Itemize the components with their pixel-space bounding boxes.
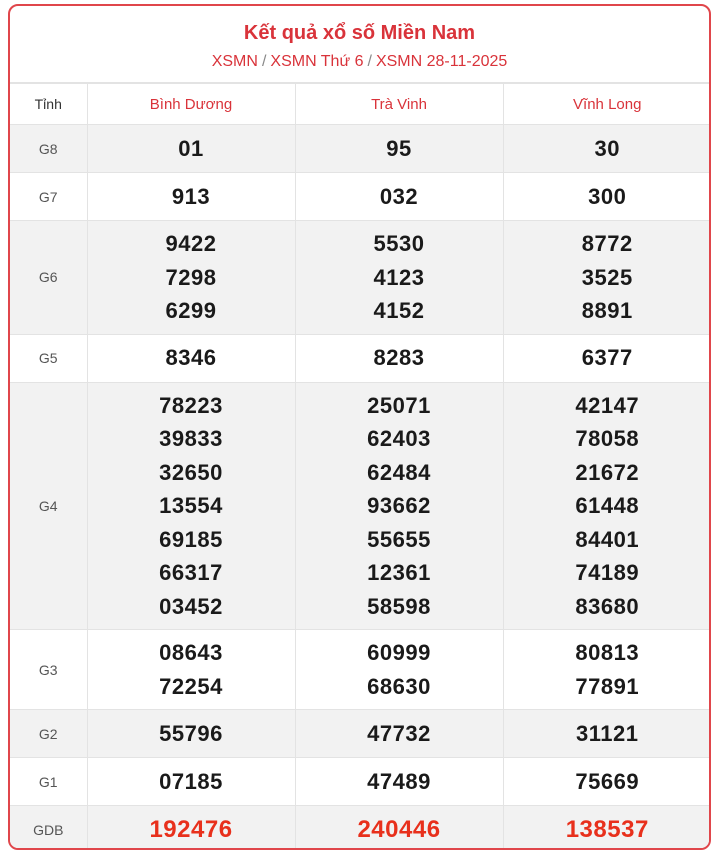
- prize-cell: [87, 221, 295, 335]
- prize-number: 8283: [373, 345, 425, 371]
- prize-number: 5530: [373, 231, 425, 256]
- prize-cell: [295, 334, 503, 382]
- prize-number: 80813: [575, 640, 640, 665]
- prize-number: 95: [386, 135, 412, 161]
- province-column-header: Tỉnh: [10, 84, 87, 125]
- prize-label: G8: [10, 125, 87, 173]
- results-header: [10, 6, 709, 83]
- breadcrumb: [10, 52, 709, 72]
- prize-row-g4: [10, 382, 711, 630]
- prize-number: 3525: [581, 264, 633, 290]
- prize-cell: [295, 758, 503, 806]
- prize-number: 58598: [367, 593, 431, 619]
- prize-cell: [295, 382, 503, 630]
- page-title: Kết quả xổ số Miền Nam: [243, 22, 476, 44]
- prize-cell: [87, 710, 295, 758]
- prize-row-g8: [10, 125, 711, 173]
- prize-number: 60999: [367, 640, 431, 665]
- prize-number: 68630: [367, 673, 431, 699]
- special-prize-number: 138537: [565, 815, 649, 843]
- results-card: [8, 4, 711, 850]
- prize-label: G5: [10, 334, 87, 382]
- prize-number: 77891: [575, 673, 640, 699]
- prize-number: 55655: [367, 526, 431, 552]
- prize-cell: [87, 630, 295, 710]
- prize-number: 78223: [159, 392, 223, 418]
- prize-number: 300: [588, 183, 627, 209]
- prize-number: 8346: [165, 345, 217, 371]
- prize-cell: [503, 806, 711, 851]
- prize-cell: [503, 334, 711, 382]
- special-prize-number: 192476: [149, 815, 233, 843]
- prize-cell: [503, 630, 711, 710]
- prize-cell: [295, 630, 503, 710]
- prize-cell: [87, 806, 295, 851]
- prize-number: 74189: [575, 560, 640, 585]
- prize-number: 62403: [367, 426, 431, 451]
- prize-number: 03452: [159, 593, 223, 619]
- prize-number: 4152: [373, 298, 425, 323]
- prize-number: 93662: [367, 493, 431, 518]
- prize-number: 8772: [581, 231, 633, 256]
- prize-number: 8891: [581, 298, 633, 323]
- prize-label: G7: [10, 173, 87, 221]
- prize-number: 08643: [159, 640, 223, 665]
- prize-number: 6377: [581, 345, 633, 371]
- prize-number: 31121: [576, 720, 639, 746]
- prize-number: 47732: [367, 720, 431, 746]
- prize-number: 55796: [159, 720, 223, 746]
- prize-number: 32650: [159, 459, 223, 485]
- special-prize-number: 240446: [357, 815, 441, 843]
- prize-cell: [503, 382, 711, 630]
- prize-number: 032: [379, 183, 419, 209]
- prize-label: G3: [10, 630, 87, 710]
- prize-number: 62484: [367, 459, 431, 485]
- prize-cell: [87, 334, 295, 382]
- prize-number: 13554: [159, 493, 223, 518]
- prize-number: 84401: [575, 526, 640, 552]
- province-tra-vinh[interactable]: Trà Vinh: [295, 84, 503, 125]
- prize-cell: [503, 221, 711, 335]
- prize-number: 72254: [159, 673, 223, 699]
- prize-number: 39833: [159, 426, 223, 451]
- prize-row-g1: [10, 758, 711, 806]
- province-vinh-long[interactable]: Vĩnh Long: [503, 84, 711, 125]
- prize-number: 75669: [575, 768, 640, 794]
- prize-cell: [503, 173, 711, 221]
- prize-cell: [503, 125, 711, 173]
- prize-cell: [295, 173, 503, 221]
- breadcrumb-separator: /: [367, 53, 372, 70]
- prize-label: GDB: [10, 806, 87, 851]
- prize-number: 01: [178, 135, 204, 161]
- prize-row-g7: [10, 173, 711, 221]
- prize-number: 30: [594, 135, 620, 161]
- breadcrumb-xsmn-weekday[interactable]: XSMN Thứ 6: [270, 53, 364, 70]
- prize-number: 7298: [165, 264, 217, 290]
- prize-number: 6299: [165, 298, 217, 323]
- prize-cell: [87, 758, 295, 806]
- prize-number: 913: [171, 183, 211, 209]
- prize-cell: [295, 806, 503, 851]
- prize-number: 83680: [575, 593, 640, 619]
- prize-number: 9422: [165, 231, 217, 256]
- prize-cell: [295, 221, 503, 335]
- prize-row-g6: [10, 221, 711, 335]
- breadcrumb-xsmn-date[interactable]: XSMN 28-11-2025: [375, 53, 508, 70]
- prize-row-gdb: [10, 806, 711, 851]
- prize-table-body: [10, 125, 711, 851]
- prize-cell: [87, 125, 295, 173]
- prize-number: 47489: [367, 768, 431, 794]
- prize-number: 4123: [373, 264, 425, 290]
- prize-cell: [87, 173, 295, 221]
- prize-label: G2: [10, 710, 87, 758]
- province-binh-duong[interactable]: Bình Dương: [87, 84, 295, 125]
- prize-label: G1: [10, 758, 87, 806]
- prize-row-g2: [10, 710, 711, 758]
- prize-number: 21672: [575, 459, 640, 485]
- prize-number: 25071: [367, 392, 431, 418]
- prize-label: G6: [10, 221, 87, 335]
- prize-number: 12361: [367, 560, 431, 585]
- prize-number: 69185: [159, 526, 223, 552]
- table-header-row: [10, 84, 711, 125]
- breadcrumb-xsmn[interactable]: XSMN: [211, 53, 258, 70]
- prize-cell: [503, 758, 711, 806]
- prize-number: 78058: [575, 426, 640, 451]
- prize-number: 07185: [159, 768, 223, 794]
- prize-row-g3: [10, 630, 711, 710]
- prize-cell: [295, 710, 503, 758]
- prize-number: 42147: [575, 392, 640, 418]
- results-table: [10, 83, 711, 850]
- prize-label: G4: [10, 382, 87, 630]
- breadcrumb-separator: /: [261, 53, 267, 70]
- prize-number: 66317: [159, 560, 223, 585]
- prize-cell: [295, 125, 503, 173]
- prize-number: 61448: [575, 493, 640, 518]
- prize-cell: [503, 710, 711, 758]
- prize-cell: [87, 382, 295, 630]
- prize-row-g5: [10, 334, 711, 382]
